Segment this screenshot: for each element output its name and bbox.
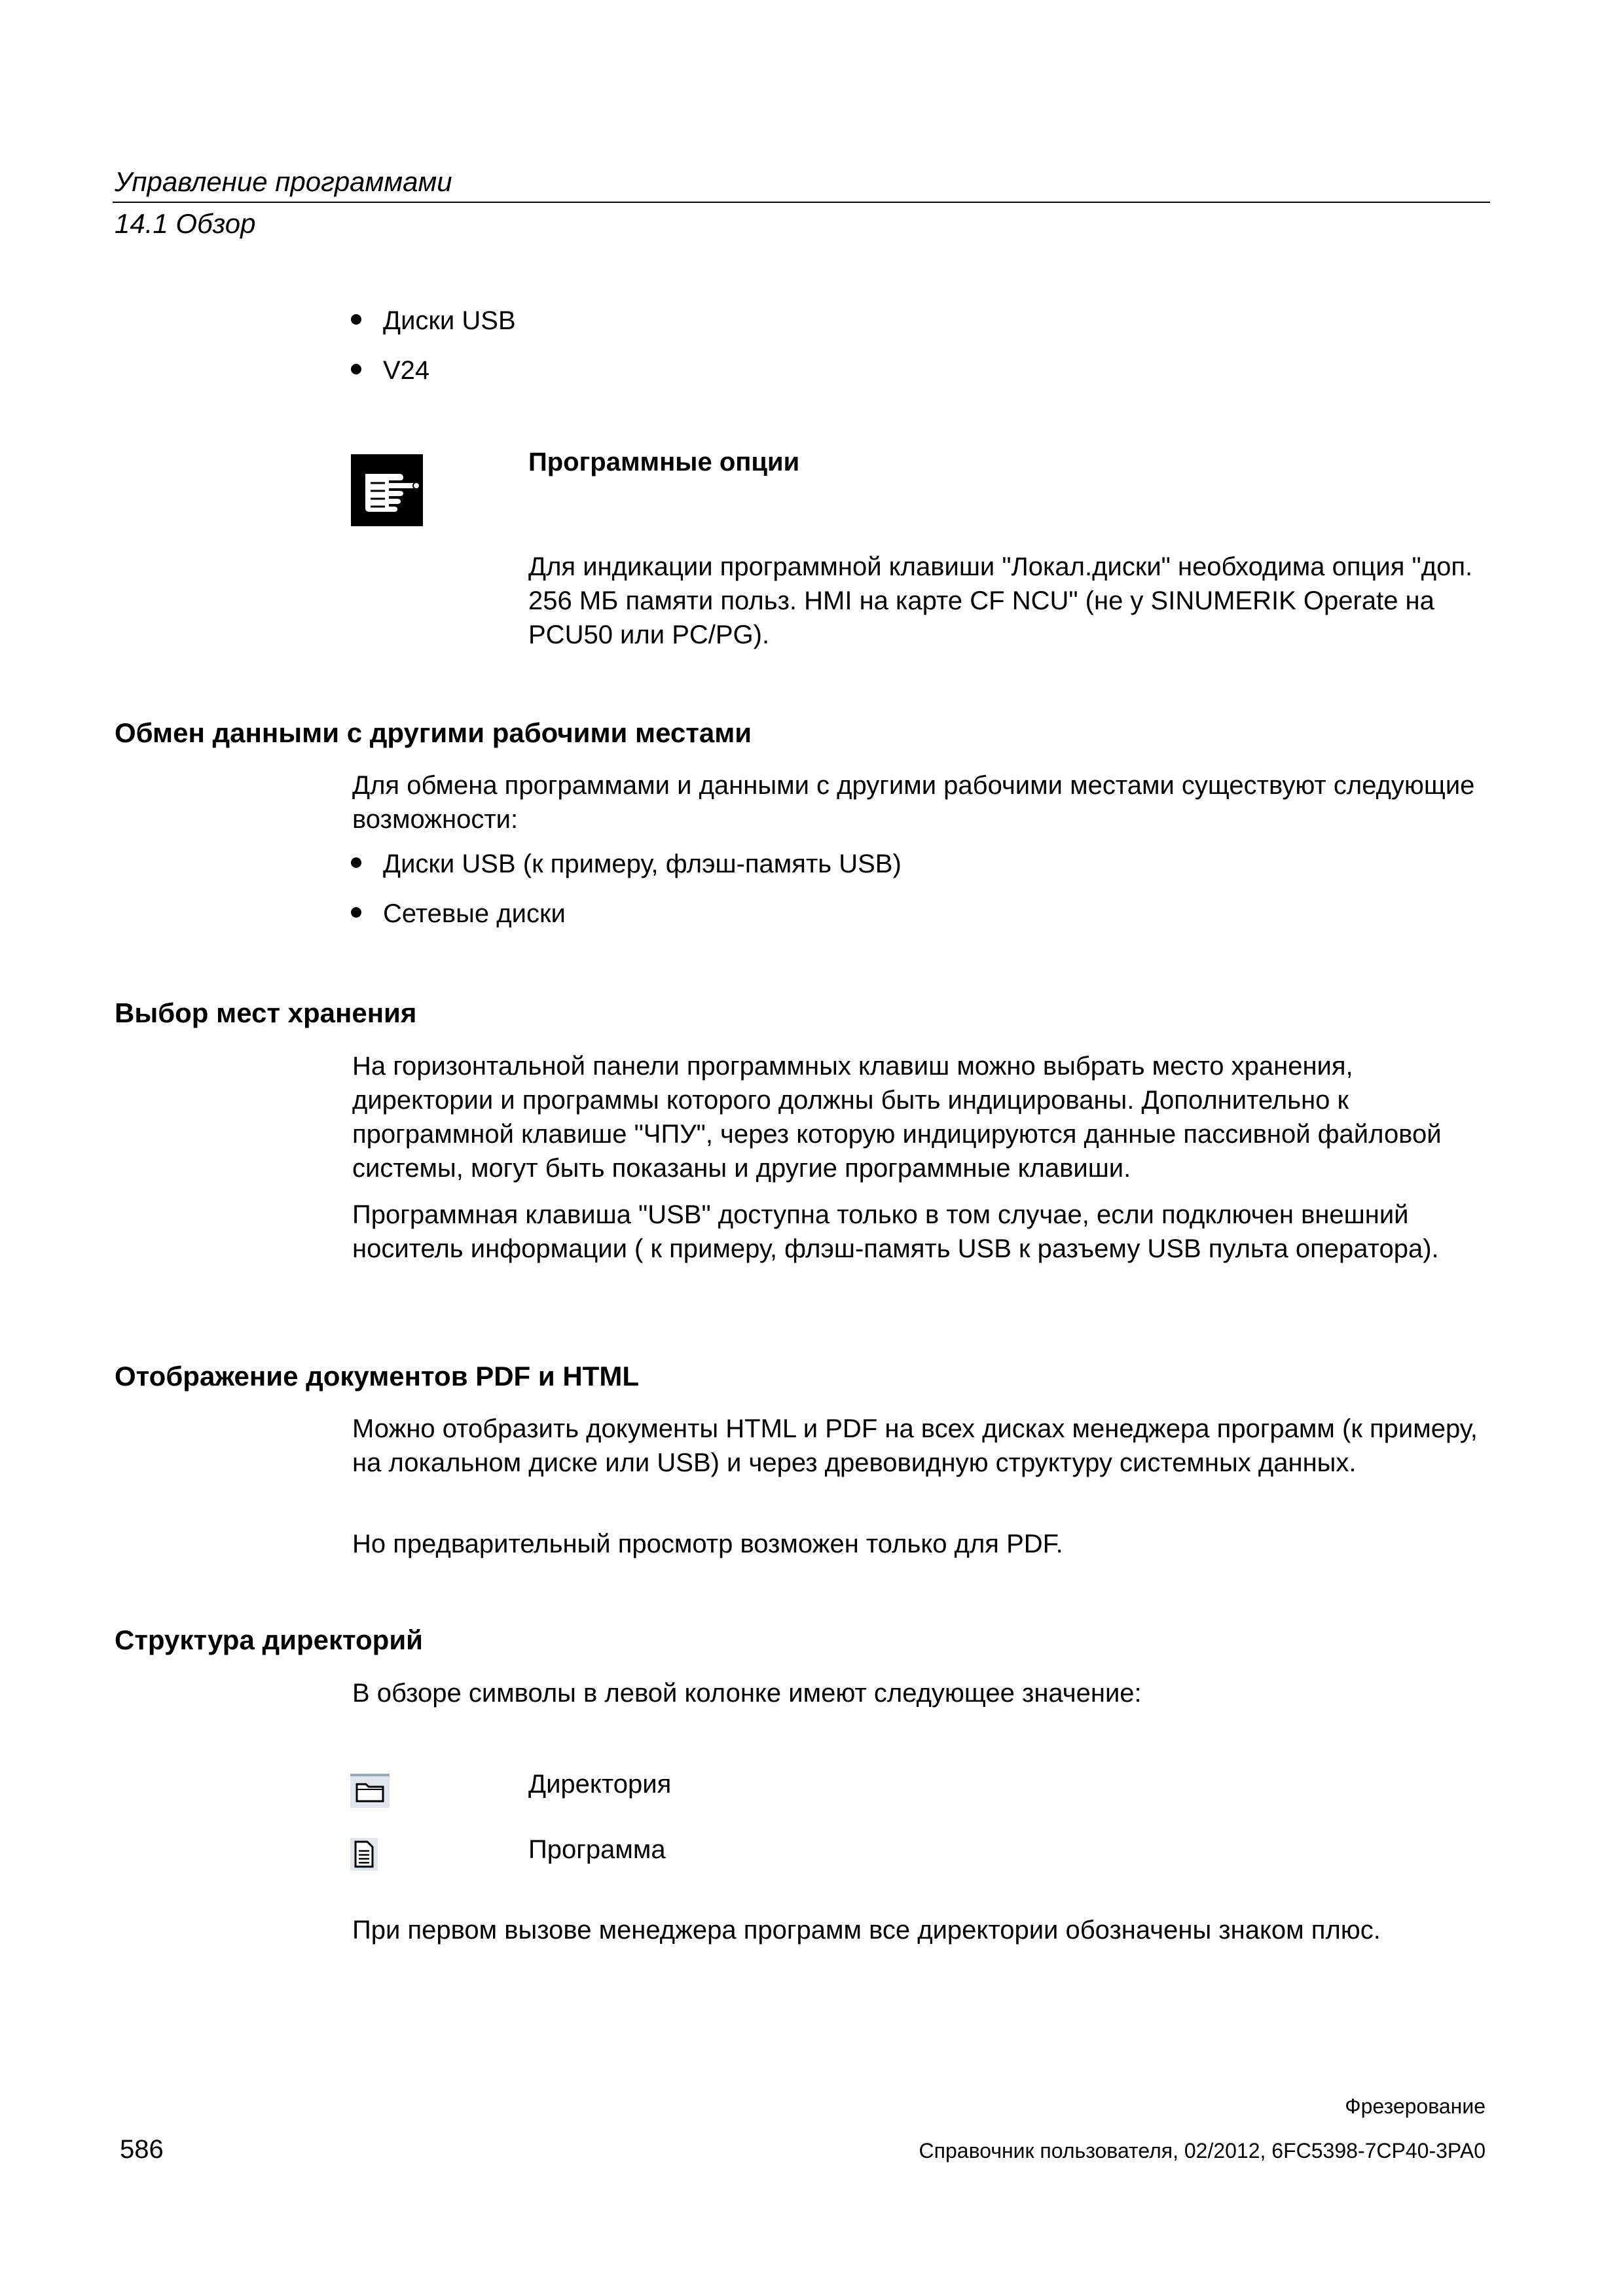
note-text: Для индикации программной клавиши "Локал.диски" необходима опция "доп. 256 МБ памяти польз. HMI на карте CF NCU" (не у SINUMERIK Operate на PCU50 или PC/PG). — [528, 552, 1473, 649]
section-heading-pdf: Отображение документов PDF и HTML — [115, 1361, 639, 1391]
list-item: Сетевые диски — [351, 899, 566, 929]
section-storage-p1: На горизонтальной панели программных клавиш можно выбрать место хранения, директории и программы которого должны быть индицированы. Дополнительно к программной клавише "ЧПУ", через которую индицируются данные пассивной файловой системы, могут быть показаны и другие программные клавиши. — [352, 1052, 1442, 1183]
section-heading-storage: Выбор мест хранения — [115, 997, 417, 1028]
section-heading-exchange: Обмен данными с другими рабочими местами — [115, 717, 752, 748]
section-pdf-p2: Но предварительный просмотр возможен только для PDF. — [352, 1530, 1063, 1558]
running-header-chapter: Управление программами — [115, 166, 452, 197]
running-header-section: 14.1 Обзор — [115, 208, 256, 239]
header-rule — [113, 202, 1490, 203]
folder-icon — [350, 1774, 390, 1808]
section-dirs-outro: При первом вызове менеджера программ все директории обозначены знаком плюс. — [352, 1916, 1381, 1945]
page-number: 586 — [120, 2135, 164, 2164]
section-heading-dirs: Структура директорий — [115, 1624, 423, 1655]
bullet-icon — [351, 364, 361, 374]
footer-manual-info: Справочник пользователя, 02/2012, 6FC5398-7CP40-3PA0 — [919, 2139, 1486, 2162]
footer-book-title: Фрезерование — [1345, 2094, 1486, 2118]
bullet-icon — [351, 857, 361, 868]
note-title: Программные опции — [528, 448, 800, 476]
pointing-hand-icon — [351, 454, 423, 526]
legend-label-directory: Директория — [528, 1770, 672, 1799]
bullet-icon — [351, 907, 361, 918]
section-pdf-p1: Можно отобразить документы HTML и PDF на всех дисках менеджера программ (к примеру, на локальном диске или USB) и через древовидную структуру системных данных. — [352, 1414, 1478, 1477]
bullet-icon — [351, 314, 361, 325]
list-item: Диски USB (к примеру, флэш-память USB) — [351, 850, 902, 879]
program-file-icon — [350, 1838, 378, 1871]
section-storage-p2: Программная клавиша "USB" доступна только в том случае, если подключен внешний носитель информации ( к примеру, флэш-память USB к разъему USB пульта оператора). — [352, 1200, 1439, 1263]
list-item: Диски USB — [351, 306, 516, 336]
section-dirs-intro: В обзоре символы в левой колонке имеют следующее значение: — [352, 1679, 1142, 1708]
list-item: V24 — [351, 356, 429, 386]
legend-label-program: Программа — [528, 1835, 666, 1864]
section-exchange-intro: Для обмена программами и данными с другими рабочими местами существуют следующие возможности: — [352, 771, 1475, 834]
